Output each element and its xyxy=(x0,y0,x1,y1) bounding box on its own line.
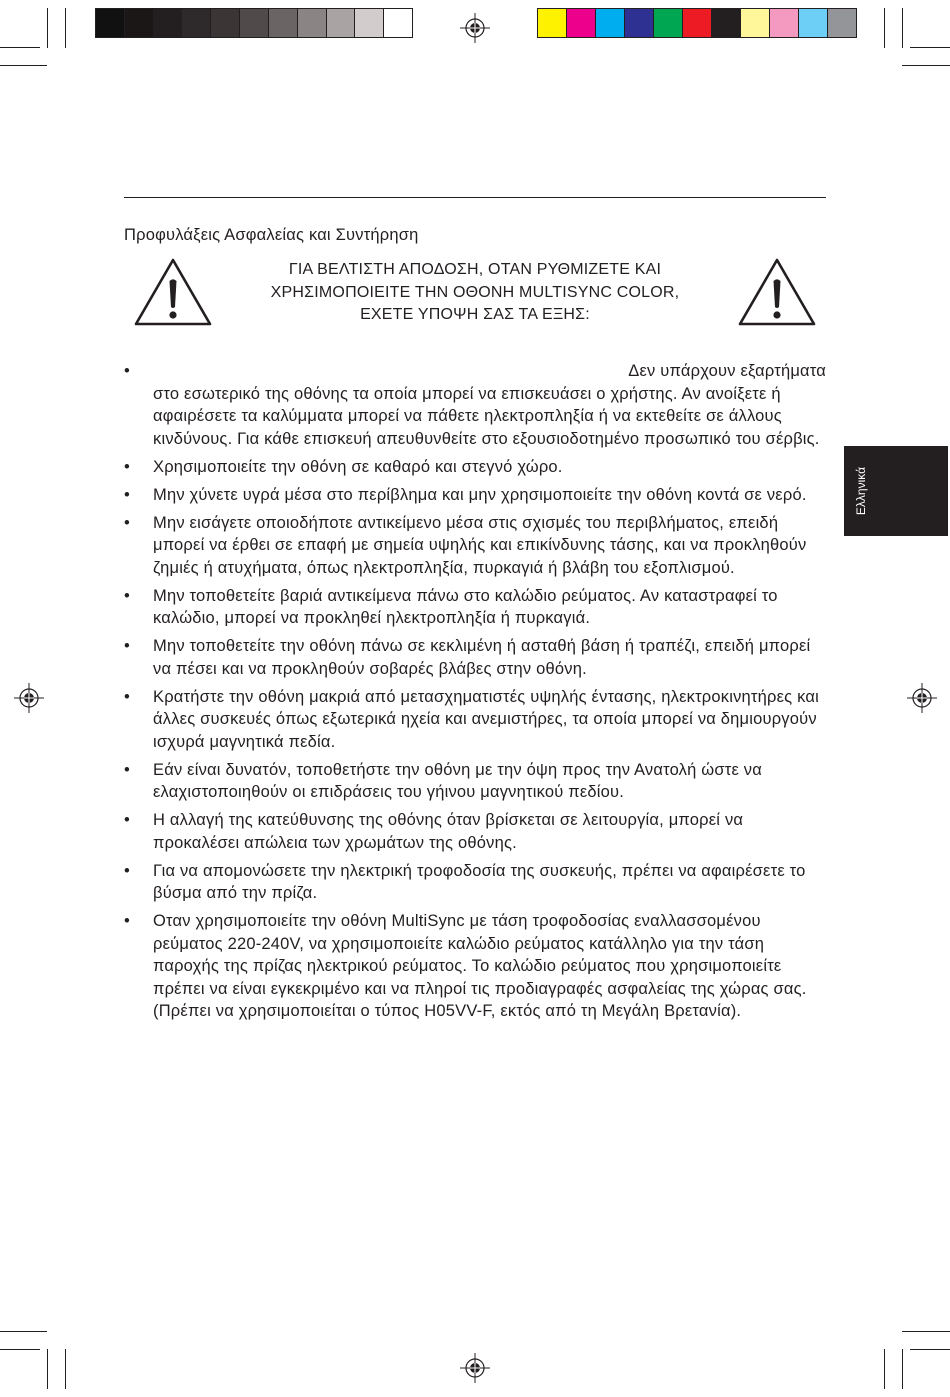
section-title: Προφυλάξεις Ασφαλείας και Συντήρηση xyxy=(124,226,419,244)
crop-mark xyxy=(47,1349,48,1389)
bullet-symbol: • xyxy=(124,513,130,532)
color-swatch xyxy=(741,9,770,37)
color-swatch xyxy=(96,9,125,37)
color-swatch xyxy=(240,9,269,37)
list-item xyxy=(124,910,826,1023)
color-swatch xyxy=(327,9,356,37)
language-tab xyxy=(844,446,948,536)
bullet-symbol: • xyxy=(124,760,130,779)
crop-mark xyxy=(65,1349,66,1389)
crop-mark xyxy=(902,65,950,66)
list-item xyxy=(124,635,826,680)
warning-line: ΕΧΕΤΕ ΥΠΟΨΗ ΣΑΣ ΤΑ ΕΞΗΣ: xyxy=(360,306,590,323)
crop-mark xyxy=(902,1349,903,1389)
crop-mark xyxy=(0,47,40,48)
bullet-symbol: • xyxy=(124,485,130,504)
list-item-lead: Δεν υπάρχουν εξαρτήματα xyxy=(628,362,826,380)
bullet-symbol: • xyxy=(124,457,130,476)
list-item-text: Μην τοποθετείτε βαριά αντικείμενα πάνω στο καλώδιο ρεύματος. Αν καταστραφεί το καλώδιο, μπορεί να προκληθεί ηλεκτροπληξία ή πυρκαγιά. xyxy=(153,586,778,627)
bullet-symbol: • xyxy=(124,637,130,655)
crop-mark xyxy=(47,8,48,48)
color-swatch xyxy=(384,9,412,37)
bullet-symbol: • xyxy=(124,861,130,880)
list-item-text: Οταν χρησιμοποιείτε την οθόνη MultiSync με τάση τροφοδοσίας εναλλασσομένου ρεύματος 220-240V, να χρησιμοποιείτε καλώδιο ρεύματος κατάλληλο για την τάση παροχής της πρίζας ηλεκτρικού ρεύματος. Το καλώδιο ρεύματος που χρησιμοποιείτε πρέπει να είναι εγκεκριμένο και να πληροί τις προδιαγραφές ασφαλείας της χώρας σας. (Πρέπει να χρησιμοποιείται ο τύπος H05VV-F, εκτός από τη Μεγάλη Βρετανία). xyxy=(153,912,807,1020)
list-item xyxy=(124,860,826,905)
color-swatch xyxy=(799,9,828,37)
crop-mark xyxy=(65,8,66,48)
color-swatch xyxy=(654,9,683,37)
warning-triangle-icon xyxy=(737,257,817,327)
color-swatch xyxy=(154,9,183,37)
color-swatch xyxy=(355,9,384,37)
warning-triangle-icon xyxy=(133,257,213,327)
color-swatch xyxy=(683,9,712,37)
warning-heading xyxy=(230,259,720,327)
grayscale-swatch-bar xyxy=(95,8,413,38)
list-item-text: Χρησιμοποιείτε την οθόνη σε καθαρό και στεγνό χώρο. xyxy=(153,457,563,476)
registration-mark-icon xyxy=(14,683,44,713)
list-item xyxy=(124,686,826,754)
list-item-text: Μην εισάγετε οποιοδήποτε αντικείμενο μέσα στις σχισμές του περιβλήματος, επειδή μπορεί να έρθει σε επαφή με σημεία υψηλής και επικίνδυνης τάσης, και να προκληθούν ζημιές ή ατυχήματα, όπως ηλεκτροπληξία, πυρκαγιά ή βλάβη του εξοπλισμού. xyxy=(153,513,807,577)
color-swatch xyxy=(211,9,240,37)
color-swatch xyxy=(182,9,211,37)
color-swatch xyxy=(712,9,741,37)
list-item xyxy=(124,360,826,450)
header-rule xyxy=(124,197,826,198)
color-swatch xyxy=(828,9,856,37)
color-swatch xyxy=(770,9,799,37)
crop-mark xyxy=(884,8,885,48)
list-item xyxy=(124,809,826,854)
crop-mark xyxy=(0,1331,47,1332)
registration-mark-icon xyxy=(460,1353,490,1383)
list-item-text: Για να απομονώσετε την ηλεκτρική τροφοδοσία της συσκευής, πρέπει να αφαιρέσετε το βύσμα από την πρίζα. xyxy=(153,861,806,902)
list-item-text: στο εσωτερικό της οθόνης τα οποία μπορεί να επισκευάσει ο χρήστης. Αν ανοίξετε ή αφαιρέσετε τα καλύμματα μπορεί να πάθετε ηλεκτροπληξία ή να εκτεθείτε σε άλλους κινδύνους. Για κάθε επισκευή απευθυνθείτε στο εξουσιοδοτημένο προσωπικό του σέρβις. xyxy=(153,384,820,448)
bullet-symbol: • xyxy=(124,362,130,380)
crop-mark xyxy=(910,1349,950,1350)
list-item-text: Κρατήστε την οθόνη μακριά από μετασχηματιστές υψηλής έντασης, ηλεκτροκινητήρες και άλλες συσκευές όπως εξωτερικά ηχεία και ανεμιστήρες, τα οποία μπορεί να δημιουργούν ισχυρά μαγνητικά πεδία. xyxy=(153,687,819,751)
color-swatch xyxy=(125,9,154,37)
list-item-text: Η αλλαγή της κατεύθυνσης της οθόνης όταν βρίσκεται σε λειτουργία, μπορεί να προκαλέσει απώλεια των χρωμάτων της οθόνης. xyxy=(153,811,744,852)
color-swatch xyxy=(625,9,654,37)
crop-mark xyxy=(910,47,950,48)
color-swatch-bar xyxy=(537,8,857,38)
safety-precautions-list xyxy=(124,360,826,1028)
bullet-symbol: • xyxy=(124,811,130,829)
crop-mark xyxy=(902,8,903,48)
color-swatch xyxy=(538,9,567,37)
registration-mark-icon xyxy=(460,13,490,43)
crop-mark xyxy=(0,65,47,66)
bullet-symbol: • xyxy=(124,687,130,706)
crop-mark xyxy=(0,1349,40,1350)
registration-mark-icon xyxy=(907,683,937,713)
warning-line: ΓΙΑ ΒΕΛΤΙΣΤΗ ΑΠΟΔΟΣΗ, ΟΤΑΝ ΡΥΘΜΙΖΕΤΕ ΚΑΙ xyxy=(288,261,662,278)
color-swatch xyxy=(269,9,298,37)
list-item xyxy=(124,512,826,580)
bullet-symbol: • xyxy=(124,586,130,605)
bullet-symbol: • xyxy=(124,912,130,930)
crop-mark xyxy=(902,1331,950,1332)
color-swatch xyxy=(567,9,596,37)
warning-line: ΧΡΗΣΙΜΟΠΟΙΕΙΤΕ ΤΗΝ ΟΘΟΝΗ MULTISYNC COLOR, xyxy=(270,283,680,301)
list-item-text: Μην χύνετε υγρά μέσα στο περίβλημα και μην χρησιμοποιείτε την οθόνη κοντά σε νερό. xyxy=(153,485,807,504)
list-item xyxy=(124,484,826,507)
crop-mark xyxy=(884,1349,885,1389)
list-item xyxy=(124,456,826,479)
list-item-text: Μην τοποθετείτε την οθόνη πάνω σε κεκλιμένη ή ασταθή βάση ή τραπέζι, επειδή μπορεί να πέσει και να προκληθούν σοβαρές βλάβες στην οθόνη. xyxy=(153,637,811,678)
color-swatch xyxy=(298,9,327,37)
list-item-text: Εάν είναι δυνατόν, τοποθετήστε την οθόνη με την όψη προς την Ανατολή ώστε να ελαχιστοποιηθούν οι επιδράσεις του γήινου μαγνητικού πεδίου. xyxy=(153,760,762,801)
language-tab-label: Ελληνικά xyxy=(854,466,868,516)
color-swatch xyxy=(596,9,625,37)
list-item xyxy=(124,759,826,804)
list-item xyxy=(124,585,826,630)
